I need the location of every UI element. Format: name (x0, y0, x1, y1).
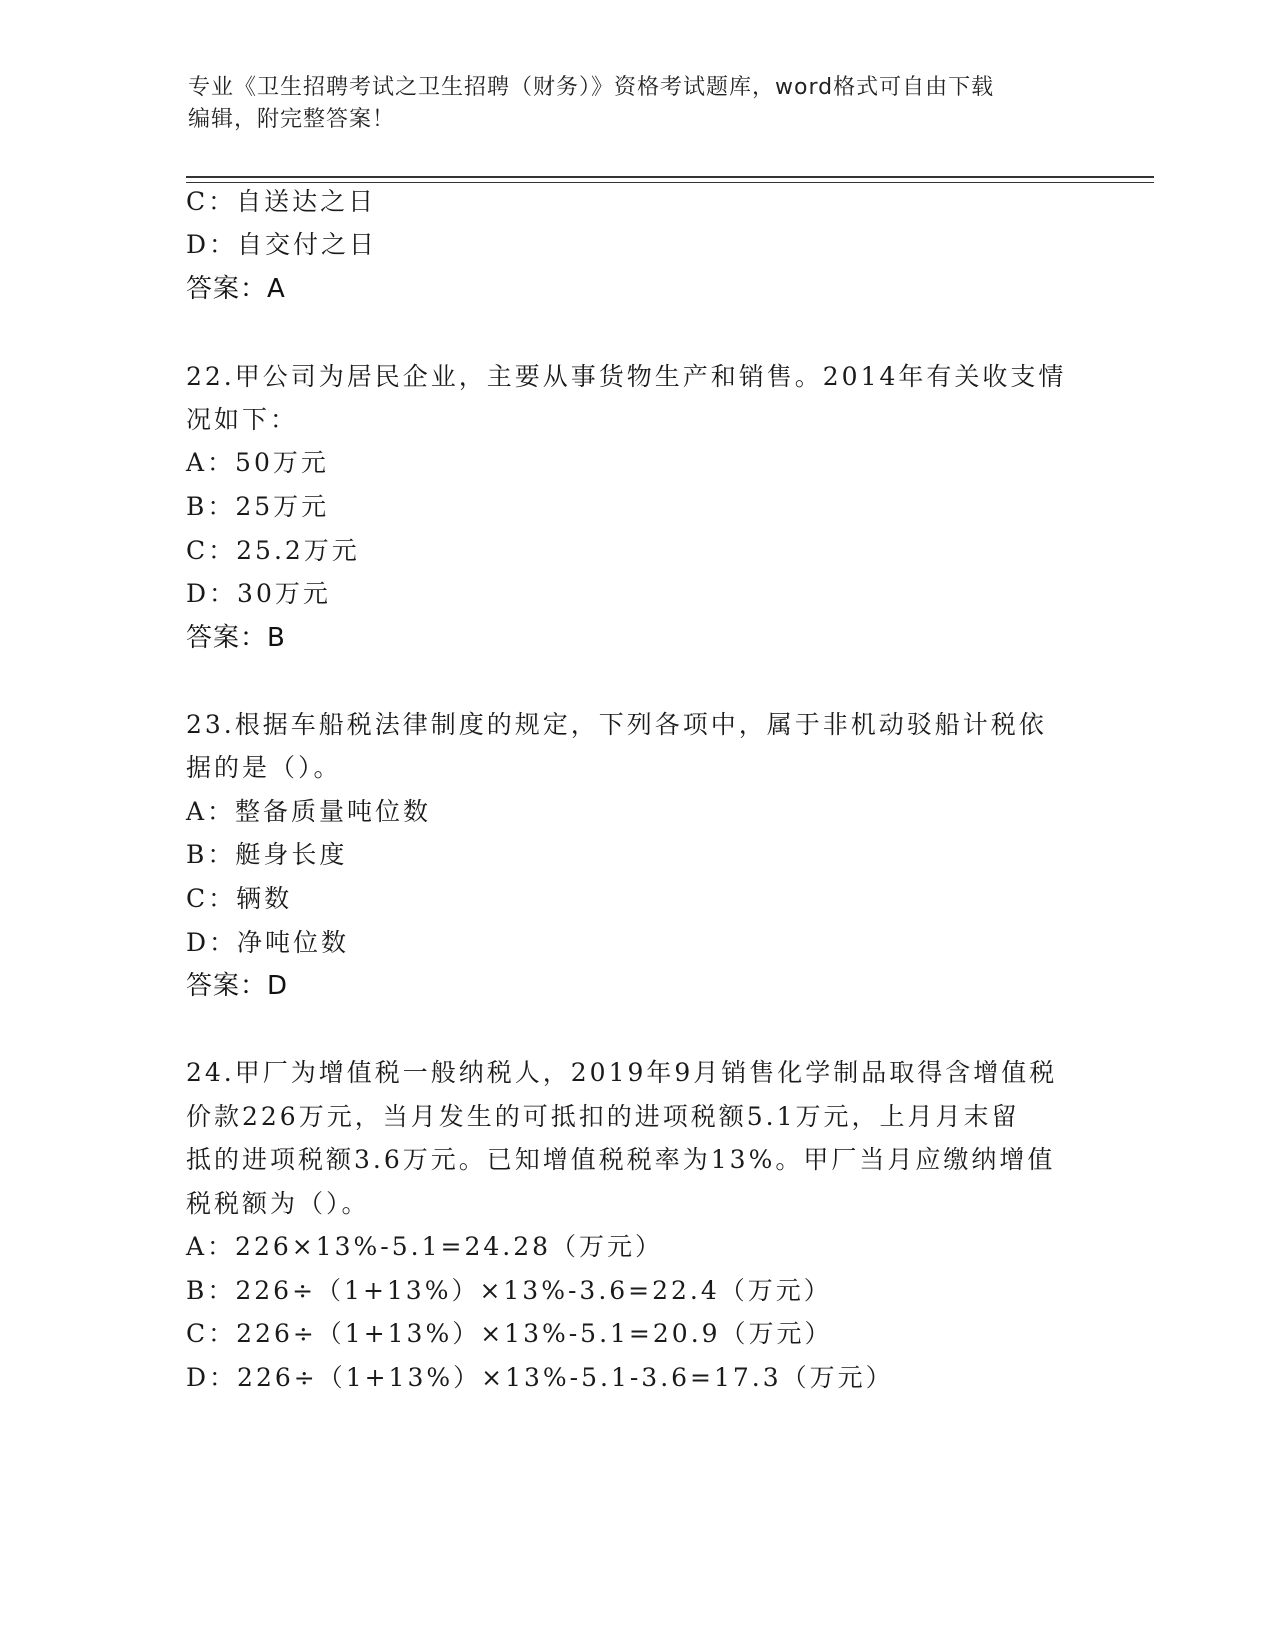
q21-answer: 答案：A (186, 274, 286, 304)
q24-option-b: B：226÷（1+13%）×13%-3.6=22.4（万元） (186, 1276, 832, 1305)
q22-answer: 答案：B (186, 623, 286, 653)
q23-answer: 答案：D (186, 971, 289, 1001)
q22-option-c: C：25.2万元 (186, 536, 360, 565)
q22-stem-line-2: 况如下： (186, 405, 299, 434)
q22-option-d: D：30万元 (186, 579, 331, 608)
q23-stem-line-1: 23.根据车船税法律制度的规定，下列各项中，属于非机动驳船计税依 (186, 710, 1047, 739)
q24-stem-line-3: 抵的进项税额3.6万元。已知增值税税率为13%。甲厂当月应缴纳增值 (186, 1145, 1056, 1174)
q22-stem-line-1: 22.甲公司为居民企业，主要从事货物生产和销售。2014年有关收支情 (186, 362, 1067, 391)
q21-option-c: C：自送达之日 (186, 187, 377, 216)
q22-option-a: A：50万元 (186, 448, 329, 477)
q24-stem-line-4: 税税额为（）。 (186, 1189, 370, 1218)
q24-option-a: A：226×13%-5.1=24.28（万元） (186, 1232, 664, 1261)
q24-option-c: C：226÷（1+13%）×13%-5.1=20.9（万元） (186, 1319, 833, 1348)
q24-option-d: D：226÷（1+13%）×13%-5.1-3.6=17.3（万元） (186, 1363, 894, 1392)
q24-stem-line-2: 价款226万元，当月发生的可抵扣的进项税额5.1万元，上月月末留 (186, 1102, 1020, 1131)
header-line-1: 专业《卫生招聘考试之卫生招聘（财务）》资格考试题库，word格式可自由下载 (188, 75, 995, 100)
q23-option-a: A：整备质量吨位数 (186, 797, 432, 826)
q21-option-d: D：自交付之日 (186, 230, 378, 259)
header-divider-thin (186, 182, 1154, 183)
q23-option-b: B：艇身长度 (186, 840, 348, 869)
q23-option-c: C：辆数 (186, 884, 293, 913)
q22-option-b: B：25万元 (186, 492, 330, 521)
document-header (188, 72, 1088, 136)
header-line-2: 编辑，附完整答案！ (188, 107, 396, 132)
header-divider-thick (186, 176, 1154, 178)
q24-stem-line-1: 24.甲厂为增值税一般纳税人，2019年9月销售化学制品取得含增值税 (186, 1058, 1058, 1087)
q23-stem-line-2: 据的是（）。 (186, 753, 342, 782)
q23-option-d: D：净吨位数 (186, 928, 350, 957)
